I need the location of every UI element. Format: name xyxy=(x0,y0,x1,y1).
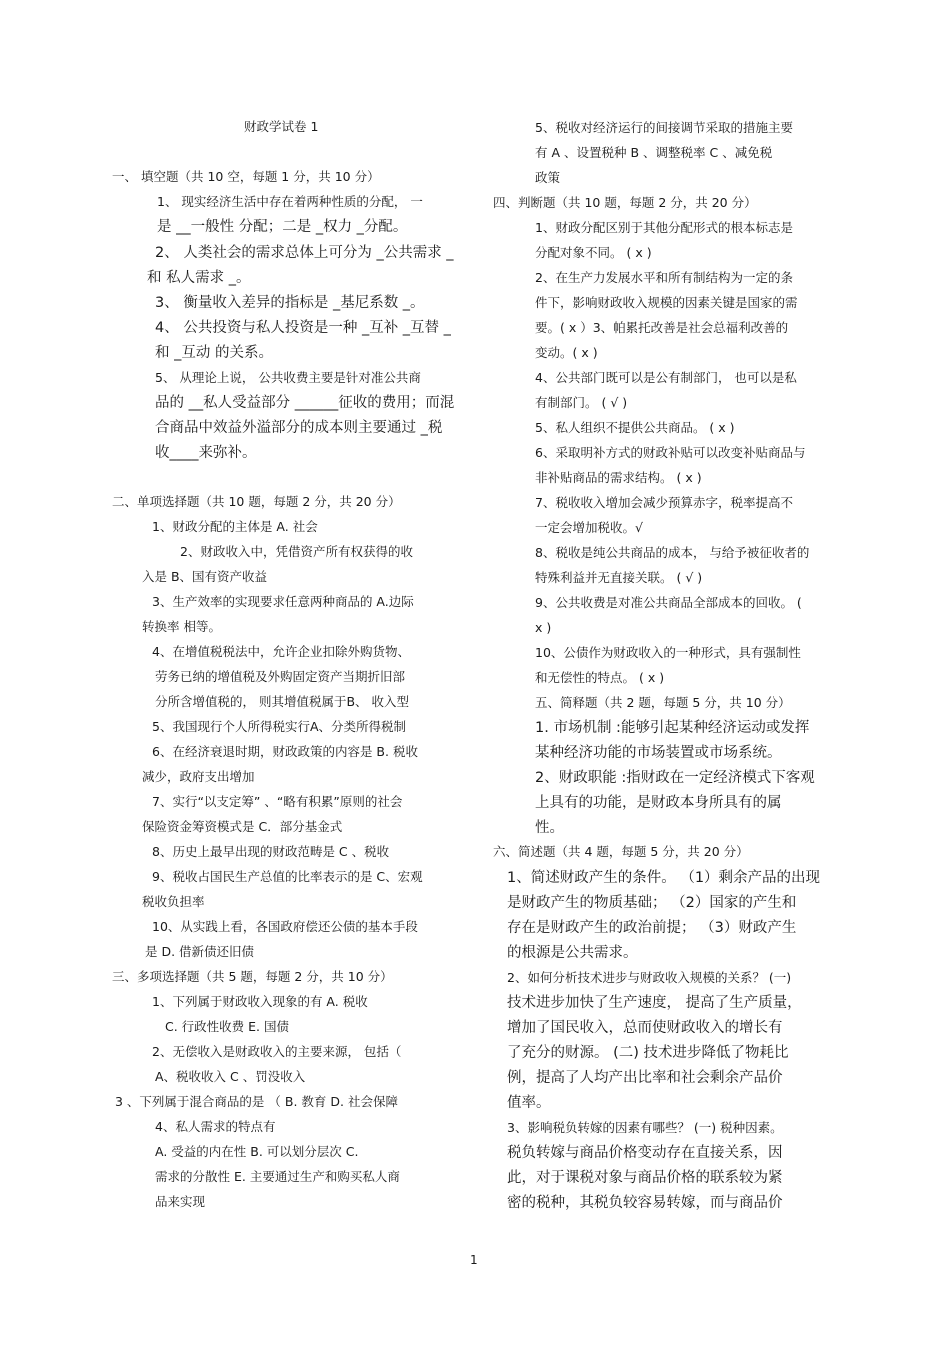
text-line: 税收负担率 xyxy=(142,894,205,909)
text-line: 3 、下列属于混合商品的是 （ B. 教育 D. 社会保障 xyxy=(115,1094,398,1109)
text-line: 劳务已纳的增值税及外购固定资产当期折旧部 xyxy=(155,669,406,684)
section-heading-multiple-choice: 三、多项选择题（共 5 题，每题 2 分，共 10 分） xyxy=(112,969,393,984)
text-line: 4、在增值税税法中，允许企业扣除外购货物、 xyxy=(152,644,410,659)
text-line: 入是 B、国有资产收益 xyxy=(142,569,268,584)
text-line: 变动。( x ) xyxy=(535,345,598,360)
text-line: 和 _互动 的关系。 xyxy=(155,345,273,361)
text-line: 保险资金筹资模式是 C．部分基金式 xyxy=(142,819,343,834)
text-line: 是 __一般性 分配；二是 _权力 _分配。 xyxy=(157,219,408,235)
text-line: 2、财政收入中，凭借资产所有权获得的收 xyxy=(180,544,413,559)
text-line: 10、公债作为财政收入的一种形式，具有强制性 xyxy=(535,645,801,660)
text-line: 5、私人组织不提供公共商品。 ( x ) xyxy=(535,420,735,435)
text-line: 1、财政分配区别于其他分配形式的根本标志是 xyxy=(535,220,793,235)
text-line: 非补贴商品的需求结构。 ( x ) xyxy=(535,470,702,485)
text-line: 税负转嫁与商品价格变动存在直接关系，因 xyxy=(507,1145,783,1161)
text-line: 有制部门。 ( √ ) xyxy=(535,395,628,410)
text-line: 一定会增加税收。√ xyxy=(535,520,643,535)
text-line: 性。 xyxy=(535,820,564,836)
text-line: 需求的分散性 E. 主要通过生产和购买私人商 xyxy=(155,1169,400,1184)
text-line: 要。( x ）3、帕累托改善是社会总福利改善的 xyxy=(535,320,789,335)
text-line: 特殊利益并无直接关联。 ( √ ) xyxy=(535,570,703,585)
text-line: 3、影响税负转嫁的因素有哪些？ (一) 税种因素。 xyxy=(507,1120,783,1135)
text-line: 6、在经济衰退时期，财政政策的内容是 B. 税收 xyxy=(152,744,418,759)
text-line: 1. 市场机制 :能够引起某种经济运动或发挥 xyxy=(535,720,810,736)
text-line: 2、在生产力发展水平和所有制结构为一定的条 xyxy=(535,270,793,285)
section-heading-single-choice: 二、单项选择题（共 10 题，每题 2 分，共 20 分） xyxy=(112,494,401,509)
text-line: A. 受益的内在性 B. 可以划分层次 C. xyxy=(155,1144,359,1159)
section-heading-fill-blank: 一、 填空题（共 10 空，每题 1 分，共 10 分） xyxy=(112,169,380,184)
text-line: 2、无偿收入是财政收入的主要来源， 包括（ xyxy=(152,1044,402,1059)
text-line: 7、实行“以支定筹” 、“略有积累”原则的社会 xyxy=(152,794,403,809)
text-line: 6、采取明补方式的财政补贴可以改变补贴商品与 xyxy=(535,445,806,460)
text-line: 是 D. 借新债还旧债 xyxy=(145,944,255,959)
page-number: 1 xyxy=(470,1253,478,1267)
document-title: 财政学试卷 1 xyxy=(244,119,319,134)
text-line: 2、财政职能 :指财政在一定经济模式下客观 xyxy=(535,770,815,786)
text-line: 减少，政府支出增加 xyxy=(142,769,255,784)
text-line: 是财政产生的物质基础； （2）国家的产生和 xyxy=(507,895,797,911)
section-heading-true-false: 四、判断题（共 10 题，每题 2 分，共 20 分） xyxy=(493,195,757,210)
section-heading-short-explanation: 五、简释题（共 2 题，每题 5 分，共 10 分） xyxy=(535,695,791,710)
text-line: A、税收收入 C 、罚没收入 xyxy=(155,1069,306,1084)
text-line: 的根源是公共需求。 xyxy=(507,945,638,961)
text-line: x ) xyxy=(535,620,552,635)
text-line: 有 A 、设置税种 B 、调整税率 C 、减免税 xyxy=(535,145,773,160)
text-line: C. 行政性收费 E. 国债 xyxy=(165,1019,289,1034)
text-line: 品来实现 xyxy=(155,1194,206,1209)
text-line: 收____来弥补。 xyxy=(155,445,257,461)
text-line: 9、公共收费是对准公共商品全部成本的回收。 ( xyxy=(535,595,802,610)
text-line: 1、 现实经济生活中存在着两种性质的分配， 一 xyxy=(157,194,423,209)
text-line: 增加了国民收入，总而使财政收入的增长有 xyxy=(507,1020,783,1036)
text-line: 3、生产效率的实现要求任意两种商品的 A.边际 xyxy=(152,594,414,609)
text-line: 1、财政分配的主体是 A. 社会 xyxy=(152,519,318,534)
text-line: 某种经济功能的市场装置或市场系统。 xyxy=(535,745,782,761)
text-line: 8、历史上最早出现的财政范畴是 C 、税收 xyxy=(152,844,390,859)
text-line: 此，对于课税对象与商品价格的联系较为紧 xyxy=(507,1170,783,1186)
text-line: 5、税收对经济运行的间接调节采取的措施主要 xyxy=(535,120,793,135)
text-line: 政策 xyxy=(535,170,561,185)
section-heading-short-answer: 六、简述题（共 4 题，每题 5 分，共 20 分） xyxy=(493,844,749,859)
text-line: 密的税种，其税负较容易转嫁，而与商品价 xyxy=(507,1195,783,1211)
text-line: 了充分的财源。 (二) 技术进步降低了物耗比 xyxy=(507,1045,789,1061)
text-line: 9、税收占国民生产总值的比率表示的是 C、宏观 xyxy=(152,869,423,884)
text-line: 2、 人类社会的需求总体上可分为 _公共需求 _ xyxy=(155,245,454,261)
text-line: 10、从实践上看，各国政府偿还公债的基本手段 xyxy=(152,919,418,934)
text-line: 3、 衡量收入差异的指标是 _基尼系数 _。 xyxy=(155,295,425,311)
text-line: 合商品中效益外溢部分的成本则主要通过 _税 xyxy=(155,420,443,436)
text-line: 1、下列属于财政收入现象的有 A. 税收 xyxy=(152,994,368,1009)
text-line: 和无偿性的特点。 ( x ) xyxy=(535,670,665,685)
text-line: 技术进步加快了生产速度， 提高了生产质量， xyxy=(507,995,802,1011)
text-line: 品的 __私人受益部分 ______征收的费用；而混 xyxy=(155,395,455,411)
text-line: 7、税收收入增加会减少预算赤字，税率提高不 xyxy=(535,495,793,510)
text-line: 件下，影响财政收入规模的因素关键是国家的需 xyxy=(535,295,798,310)
text-line: 2、如何分析技术进步与财政收入规模的关系？ (一) xyxy=(507,970,792,985)
text-line: 1、简述财政产生的条件。 （1）剩余产品的出现 xyxy=(507,870,821,886)
text-line: 和 私人需求 _。 xyxy=(147,270,251,286)
text-line: 例，提高了人均产出比率和社会剩余产品价 xyxy=(507,1070,783,1086)
text-line: 分配对象不同。 ( x ) xyxy=(535,245,652,260)
text-line: 分所含增值税的， 则其增值税属于B、 收入型 xyxy=(155,694,410,709)
text-line: 5、我国现行个人所得税实行A、分类所得税制 xyxy=(152,719,407,734)
text-line: 存在是财政产生的政治前提； （3）财政产生 xyxy=(507,920,797,936)
text-line: 转换率 相等。 xyxy=(142,619,221,634)
text-line: 8、税收是纯公共商品的成本， 与给予被征收者的 xyxy=(535,545,810,560)
text-line: 4、公共部门既可以是公有制部门， 也可以是私 xyxy=(535,370,797,385)
text-line: 4、私人需求的特点有 xyxy=(155,1119,276,1134)
text-line: 5、 从理论上说， 公共收费主要是针对准公共商 xyxy=(155,370,421,385)
text-line: 上具有的功能，是财政本身所具有的属 xyxy=(535,795,782,811)
text-line: 值率。 xyxy=(507,1095,551,1111)
text-line: 4、 公共投资与私人投资是一种 _互补 _互替 _ xyxy=(155,320,451,336)
